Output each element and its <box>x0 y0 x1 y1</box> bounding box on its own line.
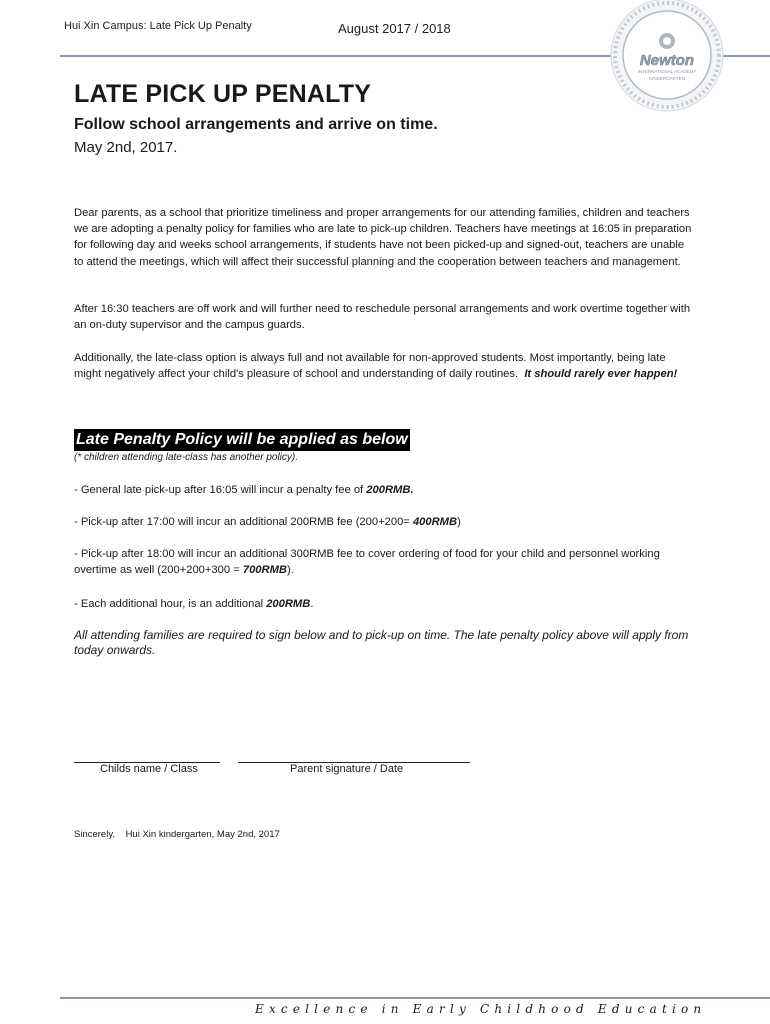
paragraph-late-class-text: Additionally, the late-class option is always full and not available for non-approved students. Most importantly, being late might negatively affect your child's pleasure of school and understanding of daily routines. <box>74 352 666 381</box>
signature-notice: All attending families are required to sign below and to pick-up on time. The late penalty policy above will apply from today onwards. <box>74 628 689 657</box>
policy-item-text: - General late pick-up after 16:05 will incur a penalty fee of <box>74 484 367 496</box>
policy-item-fee: 200RMB. <box>366 484 414 496</box>
paragraph-intro: Dear parents, as a school that prioritize timeliness and proper arrangements for our attending families, children and teachers we are adopting a penalty policy for families who are late to pick-up children. Teachers have meetings at 16:05 in preparation for following day and weeks school arrangements, if students have not been picked-up and signed-out, teachers are unable to attend the meetings, which will affect their successful planning and the cooperation between teachers and management. <box>74 207 692 268</box>
policy-item-fee: 400RMB <box>412 516 458 528</box>
policy-item-after: ) <box>457 516 461 528</box>
policy-item-text: - Pick-up after 17:00 will incur an additional 200RMB fee (200+200= <box>74 516 413 528</box>
policy-item-fee: 700RMB <box>242 564 288 577</box>
logo-name: Newton <box>639 52 695 69</box>
policy-item <box>74 596 694 612</box>
header-year: August 2017 / 2018 <box>338 21 451 36</box>
policy-item <box>74 546 694 578</box>
child-name-label: Childs name / Class <box>100 763 198 775</box>
policy-item-text: - Each additional hour, is an additional <box>74 598 267 610</box>
policy-item-text: - Pick-up after 18:00 will incur an additional 300RMB fee to cover ordering of food for your child and personnel working overtime as well (200+200+300 = <box>74 548 660 577</box>
policy-item-fee: 200RMB <box>266 598 311 610</box>
policy-heading: Late Penalty Policy will be applied as below <box>74 429 410 451</box>
letter-date: May 2nd, 2017. <box>74 139 178 156</box>
policy-item <box>74 482 694 498</box>
parent-signature-label: Parent signature / Date <box>290 763 404 775</box>
paragraph-late-class <box>74 350 694 382</box>
policy-note: (* children attending late-class has another policy). <box>74 452 299 463</box>
footer-motto: Excellence in Early Childhood Education <box>255 1002 707 1016</box>
policy-item-after: . <box>310 598 314 610</box>
logo-sub: KINDERGARTEN <box>649 76 685 81</box>
policy-item <box>74 514 694 530</box>
page-subtitle: Follow school arrangements and arrive on time. <box>74 116 438 133</box>
paragraph-emphasis: It should rarely ever happen! <box>524 368 678 381</box>
logo-tagline: INTERNATIONAL ACADEMY <box>637 69 697 74</box>
header-campus: Hui Xin Campus: Late Pick Up Penalty <box>64 20 252 32</box>
policy-item-after: ). <box>287 564 294 577</box>
closing-signoff: Sincerely, Hui Xin kindergarten, May 2nd, 2017 <box>74 829 280 840</box>
page-title: LATE PICK UP PENALTY <box>74 80 372 108</box>
paragraph-overtime: After 16:30 teachers are off work and will further need to reschedule personal arrangements and work overtime together with an on-duty supervisor and the campus guards. <box>74 303 691 332</box>
newton-seal-logo <box>608 0 726 114</box>
footer-divider <box>60 997 770 999</box>
